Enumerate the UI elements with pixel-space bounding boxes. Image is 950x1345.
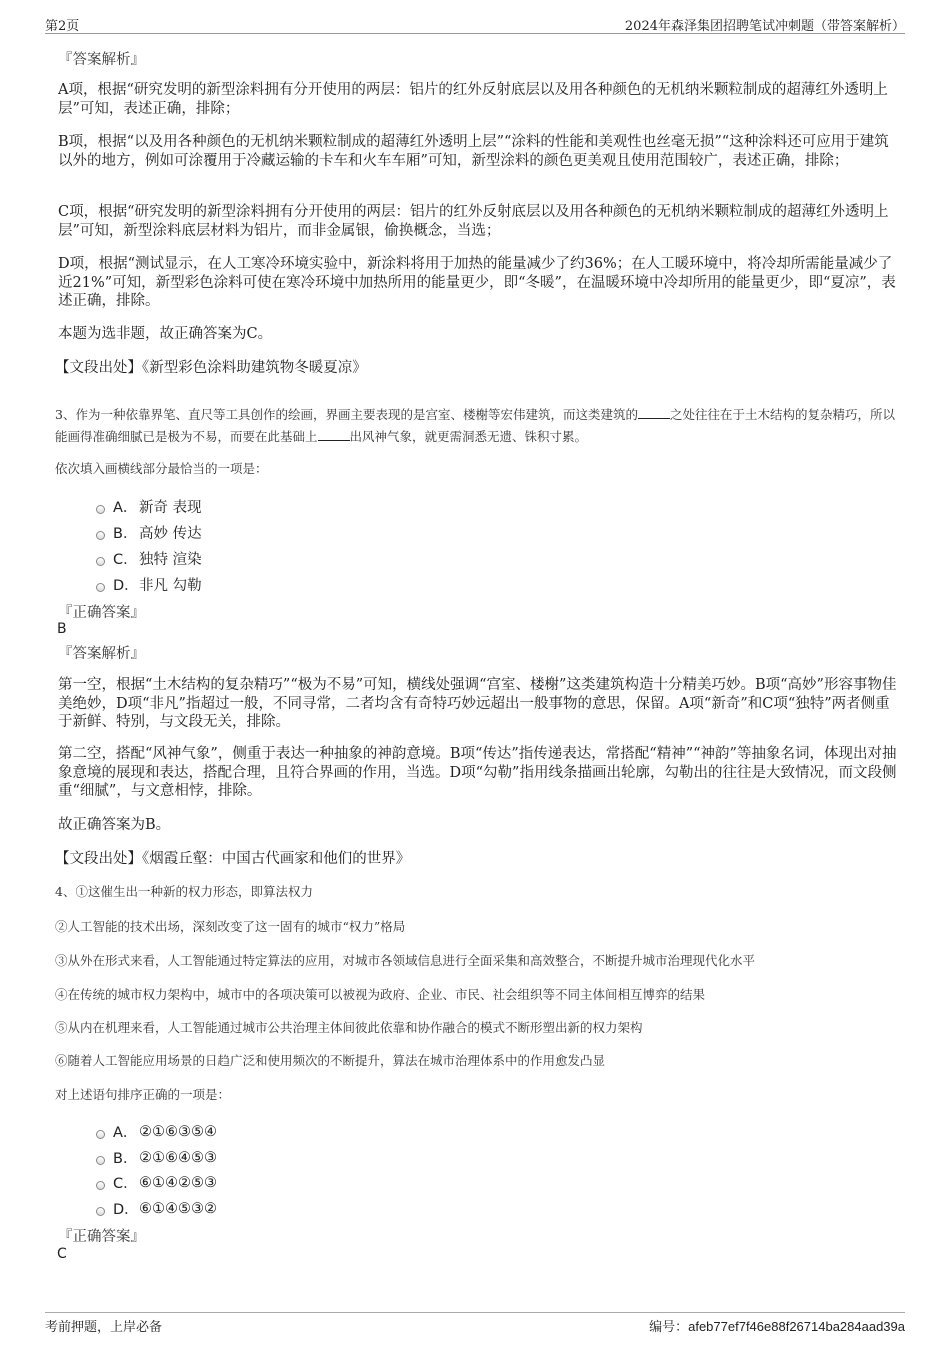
q4-option-c[interactable]: C． ⑥①④②⑤③ (96, 1172, 217, 1193)
fill-blank-2 (318, 428, 350, 441)
q3-option-b[interactable]: B． 高妙 传达 (96, 522, 202, 543)
question-4-sentence-2: ②人工智能的技术出场，深刻改变了这一固有的城市“权力”格局 (55, 919, 406, 934)
radio-button[interactable] (96, 557, 105, 566)
analysis-first-blank: 第一空，根据“土木结构的复杂精巧”“极为不易”可知，横线处强调“宫室、楼榭”这类建筑构造十分精美巧妙。B项“高妙”形容事物佳美绝妙，D项“非凡”指超过一般，不同寻常，二者均含有奇特巧妙远超出一般事物的意思，保留。A项“新奇”和C项“独特”两者侧重于新鲜、特别，与文段无关，排除。 (58, 677, 897, 730)
serial-number: 编号：afeb77ef7f46e88f26714ba284aad39a (649, 1319, 905, 1334)
radio-button[interactable] (96, 1207, 105, 1216)
footer-slogan: 考前押题，上岸必备 (45, 1320, 163, 1335)
question-4-sentence-3: ③从外在形式来看，人工智能通过特定算法的应用，对城市各领域信息进行全面采集和高效整合，不断提升城市治理现代化水平 (55, 953, 756, 968)
question-4-sentence-4: ④在传统的城市权力架构中，城市中的各项决策可以被视为政府、企业、市民、社会组织等不同主体间相互博弈的结果 (55, 987, 706, 1002)
analysis-paragraph-a: A项，根据“研究发明的新型涂料拥有分开使用的两层：铝片的红外反射底层以及用各种颜色的无机纳米颗粒制成的超薄红外透明上层”可知，表述正确，排除； (58, 82, 888, 117)
q4-option-d[interactable]: D． ⑥①④⑤③② (96, 1198, 217, 1219)
radio-button[interactable] (96, 1156, 105, 1165)
radio-button[interactable] (96, 505, 105, 514)
radio-button[interactable] (96, 531, 105, 540)
question-4-sentence-1: 4、①这催生出一种新的权力形态，即算法权力 (55, 884, 313, 899)
question-4-prompt: 对上述语句排序正确的一项是： (55, 1087, 231, 1102)
analysis-paragraph-c: C项，根据“研究发明的新型涂料拥有分开使用的两层：铝片的红外反射底层以及用各种颜色的无机纳米颗粒制成的超薄红外透明上层”可知，新型涂料底层材料为铝片，而非金属银，偷换概念，当选； (58, 204, 889, 239)
correct-answer: C (57, 1246, 67, 1262)
analysis-label: 『答案解析』 (58, 646, 145, 662)
question-3-stem: 3、作为一种依靠界笔、直尺等工具创作的绘画，界画主要表现的是宫室、楼榭等宏伟建筑，而这类建筑的 之处往往在于土木结构的复杂精巧，所以能画得准确细腻已是极为不易，而要在此基础上 出风神气象，就更需洞悉无遗、铢积寸累。 (55, 407, 895, 444)
document-title: 2024年森泽集团招聘笔试冲刺题（带答案解析） (624, 19, 905, 34)
source-citation: 【文段出处】《新型彩色涂料助建筑物冬暖夏凉》 (55, 360, 367, 376)
fill-blank-1 (638, 406, 670, 419)
correct-answer-label: 『正确答案』 (58, 605, 145, 621)
question-4-sentence-5: ⑤从内在机理来看，人工智能通过城市公共治理主体间彼此依靠和协作融合的模式不断形塑出新的权力架构 (55, 1020, 643, 1035)
analysis-paragraph-d: D项，根据“测试显示，在人工寒冷环境实验中，新涂料将用于加热的能量减少了约36%；在人工暖环境中，将冷却所需能量减少了近21%”可知，新型彩色涂料可使在寒冷环境中加热所用的能量更少，即“冬暖”，在温暖环境中冷却所用的能量更少，即“夏凉”，表述正确，排除。 (58, 256, 896, 309)
analysis-label: 『答案解析』 (58, 52, 145, 68)
correct-answer-label: 『正确答案』 (58, 1229, 145, 1245)
analysis-conclusion: 本题为选非题，故正确答案为C。 (58, 326, 273, 342)
q3-option-a[interactable]: A． 新奇 表现 (96, 496, 202, 517)
question-3-prompt: 依次填入画横线部分最恰当的一项是： (55, 461, 268, 476)
q4-option-a[interactable]: A． ②①⑥③⑤④ (96, 1121, 217, 1142)
correct-answer: B (57, 621, 67, 637)
page-header (45, 13, 905, 34)
page-footer (45, 1312, 905, 1335)
q3-option-d[interactable]: D． 非凡 勾勒 (96, 574, 202, 595)
radio-button[interactable] (96, 1130, 105, 1139)
analysis-conclusion: 故正确答案为B。 (58, 817, 171, 833)
analysis-paragraph-b: B项，根据“以及用各种颜色的无机纳米颗粒制成的超薄红外透明上层”“涂料的性能和美观性也丝毫无损”“这种涂料还可应用于建筑以外的地方，例如可涂覆用于冷藏运输的卡车和火车车厢”可知，新型涂料的颜色更美观且使用范围较广，表述正确，排除； (58, 134, 889, 169)
source-citation: 【文段出处】《烟霞丘壑：中国古代画家和他们的世界》 (55, 851, 411, 867)
radio-button[interactable] (96, 1181, 105, 1190)
radio-button[interactable] (96, 583, 105, 592)
analysis-second-blank: 第二空，搭配“风神气象”，侧重于表达一种抽象的神韵意境。B项“传达”指传递表达，常搭配“精神”“神韵”等抽象名词，体现出对抽象意境的展现和表达，搭配合理，且符合界画的作用，当选。D项“勾勒”指用线条描画出轮廓，勾勒出的往往是大致情况，而文段侧重“细腻”，与文意相悖，排除。 (58, 746, 897, 799)
page-number: 第2页 (45, 19, 80, 34)
q4-option-b[interactable]: B． ②①⑥④⑤③ (96, 1147, 217, 1168)
q3-option-c[interactable]: C． 独特 渲染 (96, 548, 202, 569)
question-4-sentence-6: ⑥随着人工智能应用场景的日趋广泛和使用频次的不断提升，算法在城市治理体系中的作用愈发凸显 (55, 1053, 606, 1068)
